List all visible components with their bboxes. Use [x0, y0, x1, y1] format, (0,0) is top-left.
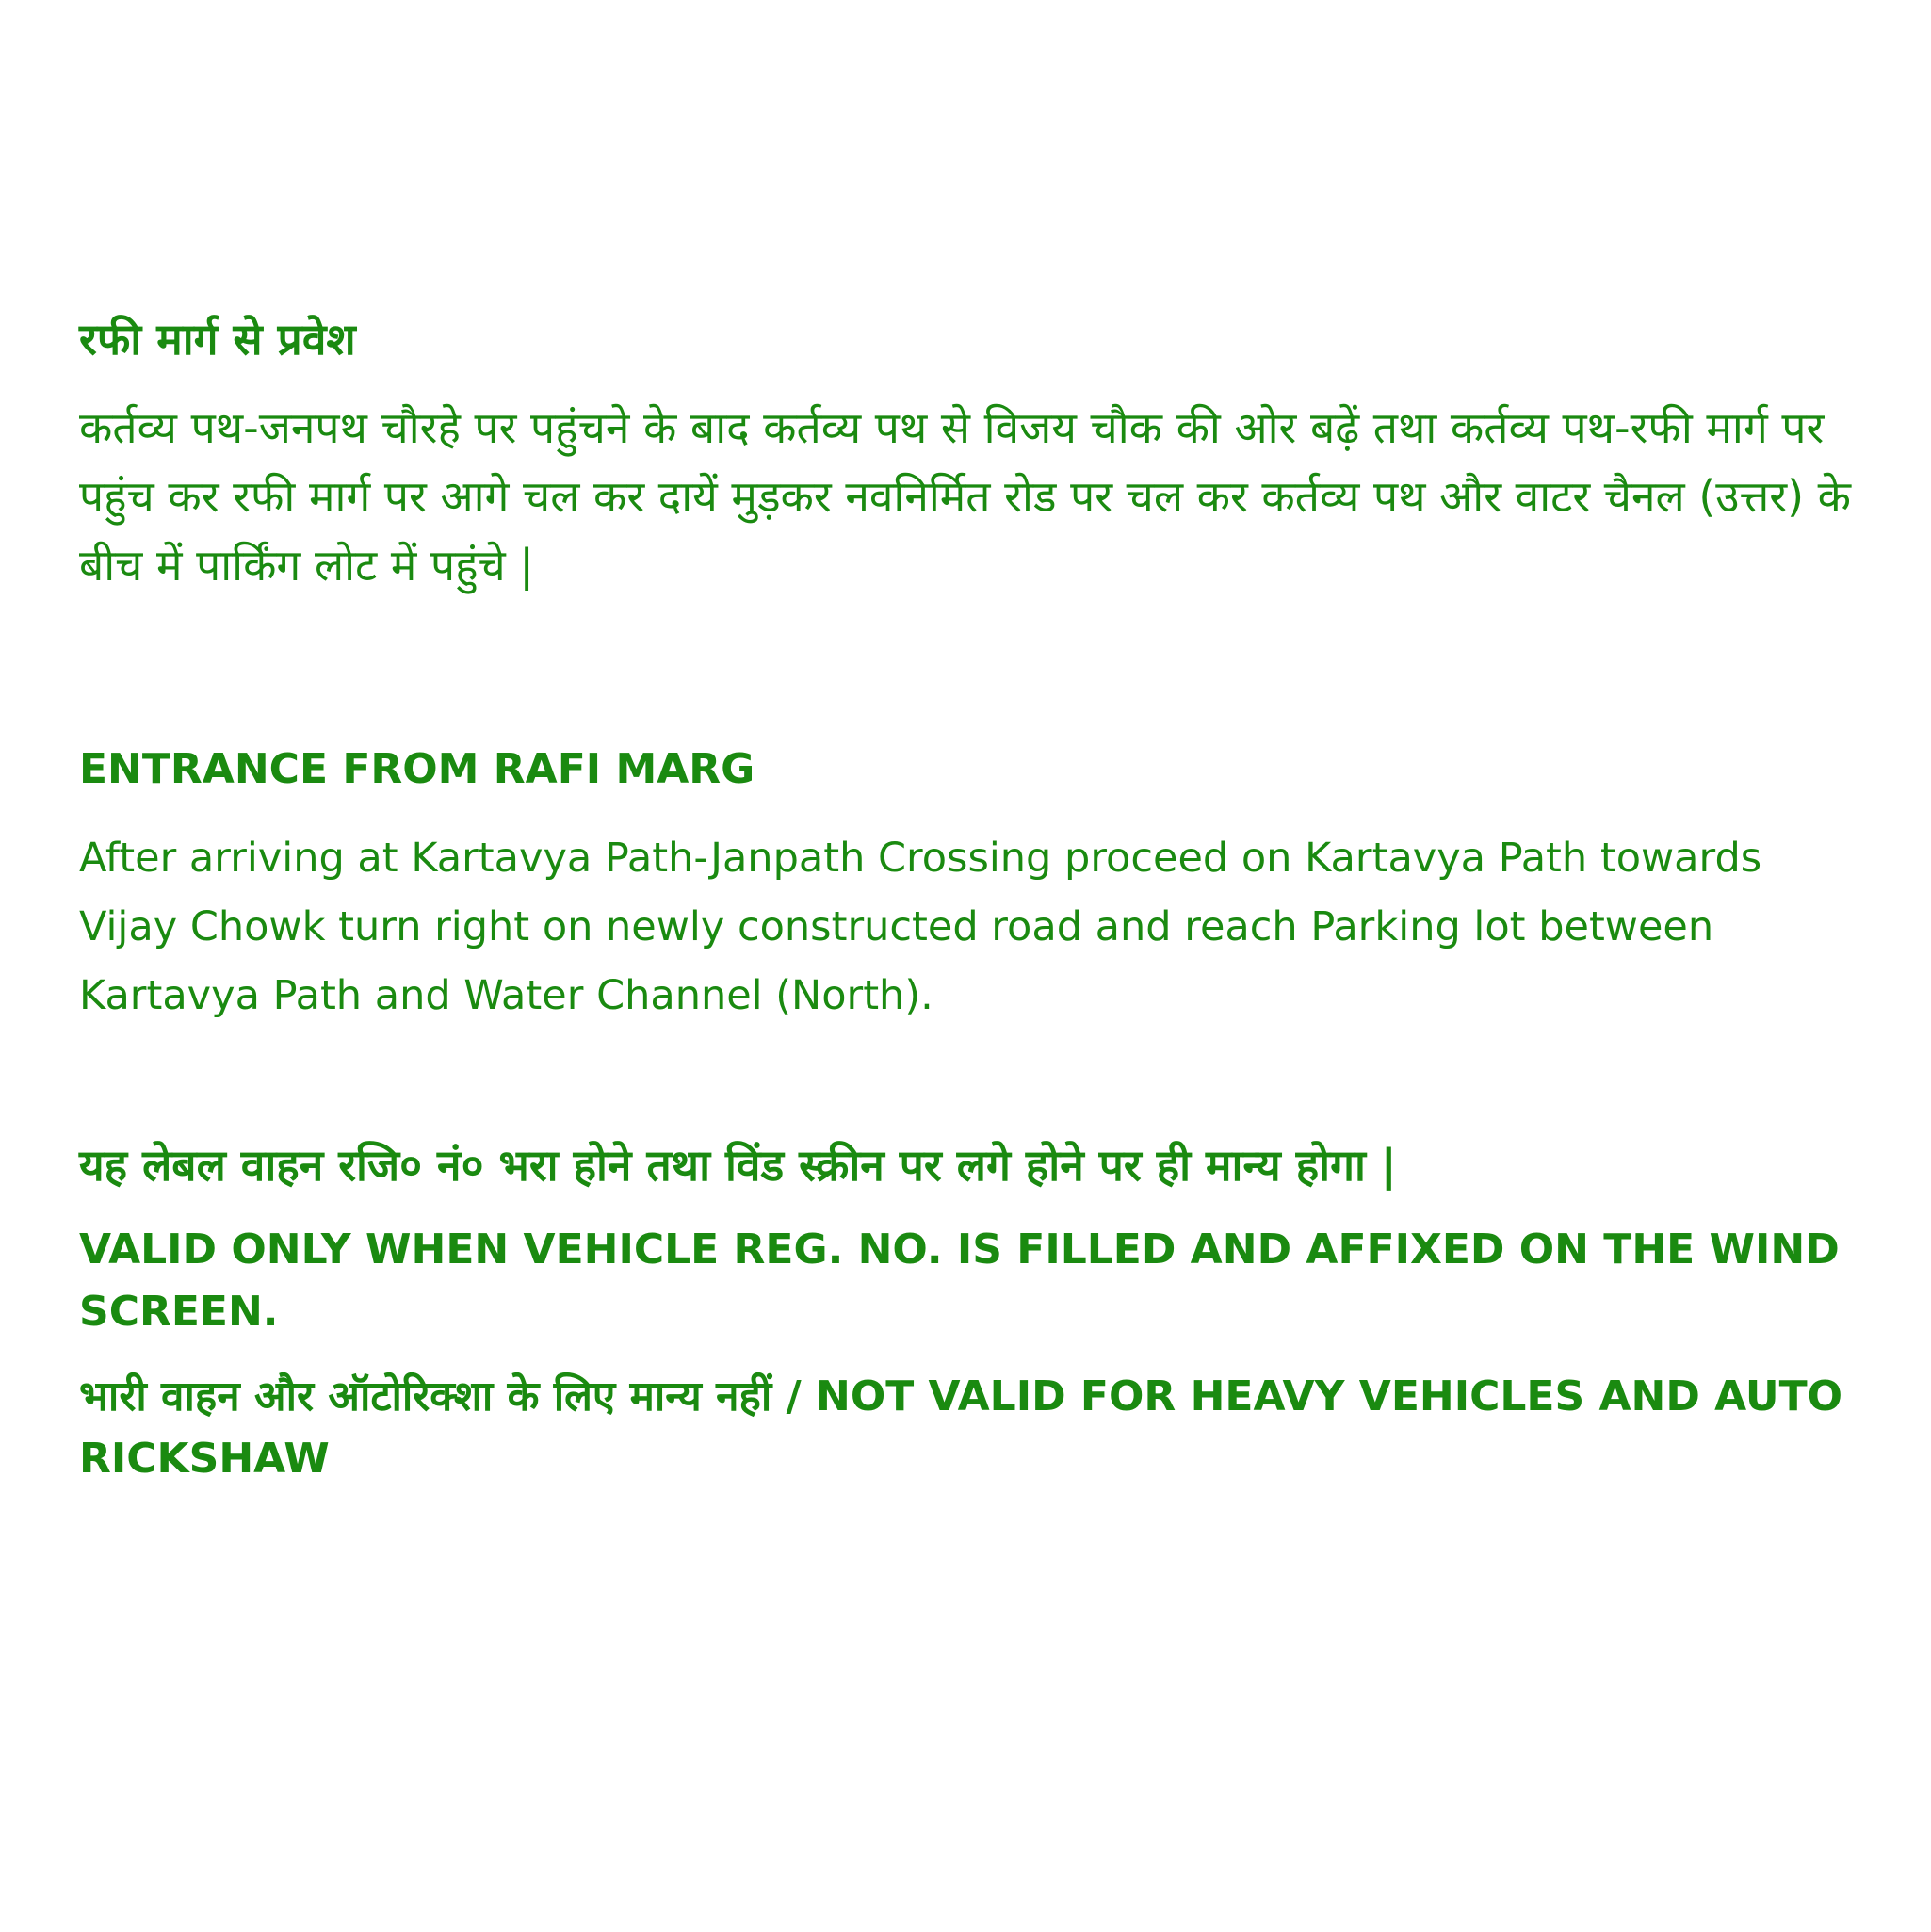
- hindi-directions-text: कर्तव्य पथ-जनपथ चौरहे पर पहुंचने के बाद कर्तव्य पथ से विजय चौक की ओर बढ़ें तथा कर्तव्य पथ-रफी मार्ग पर पहुंच कर रफी मार्ग पर आगे चल कर दायें मुड़कर नवनिर्मित रोड पर चल कर कर्तव्य पथ और वाटर चैनल (उत्तर) के बीच में पार्किंग लोट में पहुंचे |: [79, 402, 1851, 591]
- notices-section: [79, 1134, 1869, 1490]
- parking-label-document: [79, 311, 1869, 1490]
- english-heading: ENTRANCE FROM RAFI MARG: [79, 745, 755, 793]
- vehicle-restriction-notice: भारी वाहन और ऑटोरिक्शा के लिए मान्य नहीं / NOT VALID FOR HEAVY VEHICLES AND AUTO RICKSHAW: [79, 1372, 1843, 1483]
- english-directions-text: After arriving at Kartavya Path-Janpath Crossing proceed on Kartavya Path towards Vijay Chowk turn right on newly constructed road and reach Parking lot between Kartavya Path and Water Channel (North).: [79, 835, 1762, 1019]
- hindi-heading: रफी मार्ग से प्रवेश: [79, 314, 356, 365]
- english-directions-section: [79, 741, 1869, 1031]
- validity-notice-hindi: यह लेबल वाहन रजि० नं० भरा होने तथा विंड स्क्रीन पर लगे होने पर ही मान्य होगा |: [79, 1140, 1397, 1191]
- hindi-directions-section: [79, 311, 1869, 600]
- validity-notice-english: VALID ONLY WHEN VEHICLE REG. NO. IS FILLED AND AFFIXED ON THE WIND SCREEN.: [79, 1226, 1840, 1336]
